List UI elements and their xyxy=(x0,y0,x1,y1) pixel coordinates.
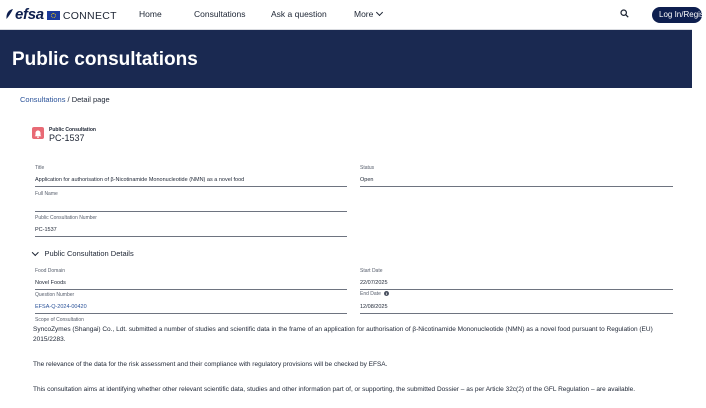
breadcrumb-consultations-link[interactable]: Consultations xyxy=(20,95,66,104)
page-hero xyxy=(0,30,692,88)
breadcrumb-separator: / xyxy=(65,95,72,104)
full-name-underline xyxy=(35,211,347,212)
consultation-number: PC-1537 xyxy=(49,133,85,143)
nav-more-label: More xyxy=(354,9,374,19)
chevron-down-icon xyxy=(376,9,383,16)
search-icon[interactable] xyxy=(620,9,629,18)
login-button[interactable]: Log In/Regist xyxy=(652,7,702,23)
question-number-label: Question Number xyxy=(35,292,75,298)
pc-number-label: Public Consultation Number xyxy=(35,215,97,221)
food-domain-value: Novel Foods xyxy=(35,280,66,286)
start-date-underline xyxy=(360,289,673,290)
nav-home[interactable]: Home xyxy=(139,9,162,19)
breadcrumb xyxy=(20,95,110,104)
title-label: Title xyxy=(35,165,45,171)
status-underline xyxy=(360,186,673,187)
nav-more[interactable] xyxy=(354,9,382,19)
nav-consultations[interactable]: Consultations xyxy=(194,9,246,19)
food-domain-underline xyxy=(35,289,347,290)
page-title: Public consultations xyxy=(12,49,198,70)
question-number-underline xyxy=(35,313,347,314)
details-section-toggle[interactable] xyxy=(33,249,134,258)
food-domain-label: Food Domain xyxy=(35,268,66,274)
nav-ask-a-question[interactable]: Ask a question xyxy=(271,9,327,19)
start-date-label: Start Date xyxy=(360,268,383,274)
end-date-label: End Date xyxy=(360,291,381,297)
end-date-value: 12/08/2025 xyxy=(360,304,388,310)
question-number-link[interactable]: EFSA-Q-2024-00420 xyxy=(35,304,87,310)
pc-number-underline xyxy=(35,236,347,237)
top-navigation xyxy=(0,0,706,30)
efsa-logo[interactable] xyxy=(5,6,117,23)
status-value: Open xyxy=(360,177,374,183)
chevron-down-icon xyxy=(32,249,38,255)
pc-number-value: PC-1537 xyxy=(35,227,57,233)
scope-paragraph-2: The relevance of the data for the risk assessment and their compliance with regulatory provisions will be checked by EFSA. xyxy=(33,361,388,368)
logo-connect-text: CONNECT xyxy=(62,9,117,22)
details-section-title: Public Consultation Details xyxy=(44,249,134,258)
consultation-type-label: Public Consultation xyxy=(49,127,96,133)
status-label: Status xyxy=(360,165,375,171)
full-name-label: Full Name xyxy=(35,191,58,197)
scope-label: Scope of Consultation xyxy=(35,317,84,323)
efsa-leaf-icon xyxy=(5,8,14,21)
info-icon[interactable]: i xyxy=(385,291,387,297)
eu-flag-icon xyxy=(47,11,60,20)
end-date-underline xyxy=(360,313,673,314)
title-underline xyxy=(35,186,347,187)
logo-wordmark: efsa xyxy=(15,6,44,23)
end-date-label-wrap xyxy=(360,291,389,297)
title-value: Application for authorisation of β-Nicotinamide Mononucleotide (NMN) as a novel food xyxy=(35,177,245,183)
breadcrumb-current: Detail page xyxy=(71,95,110,104)
consultation-bell-icon xyxy=(32,127,44,139)
start-date-value: 22/07/2025 xyxy=(360,280,388,286)
scope-paragraph-1: SyncoZymes (Shangai) Co., Ldt. submitted a number of studies and scientific data in the frame of an application for authorisation of β-Nicotinamide Mononucleotide (NMN) as a novel food pursuant to Regulation (EU) 2015/2283. xyxy=(33,326,653,343)
scope-paragraph-3: This consultation aims at identifying whether other relevant scientific data, studies and other information part of, or supporting, the submitted Dossier – as per Article 32c(2) of the GFL Regulation – are available. xyxy=(33,386,636,393)
